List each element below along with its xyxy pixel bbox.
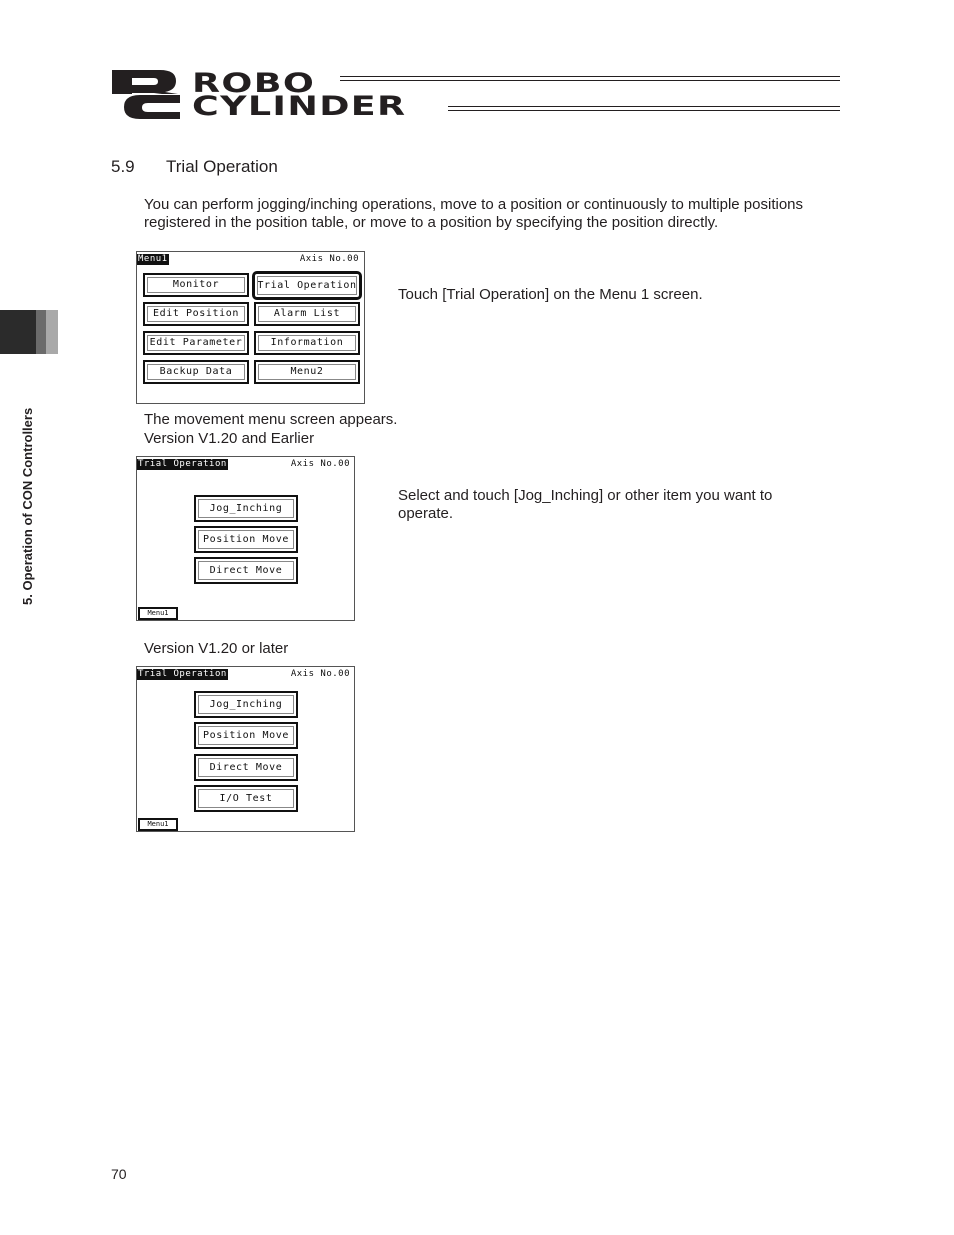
trial-operation-button[interactable]: Trial Operation	[253, 272, 361, 299]
information-button[interactable]: Information	[254, 331, 360, 355]
axis-number-label: Axis No.00	[290, 459, 350, 469]
menu1-back-button[interactable]: Menu1	[138, 607, 178, 620]
io-test-button[interactable]: I/O Test	[194, 785, 298, 812]
version-new-caption: Version V1.20 or later	[144, 640, 289, 657]
version-old-caption: Version V1.20 and Earlier	[144, 430, 315, 447]
menu2-button[interactable]: Menu2	[254, 360, 360, 384]
header-rule-bottom-1	[448, 106, 840, 107]
axis-number-label: Axis No.00	[299, 254, 359, 264]
header-rule-top-2	[340, 80, 840, 81]
jog-inching-button[interactable]: Jog_Inching	[194, 691, 298, 718]
side-tab-block-mid	[36, 310, 46, 354]
alarm-list-button[interactable]: Alarm List	[254, 302, 360, 326]
movement-caption: The movement menu screen appears.	[144, 411, 398, 428]
axis-number-label: Axis No.00	[290, 669, 350, 679]
monitor-button[interactable]: Monitor	[143, 273, 249, 297]
backup-data-button[interactable]: Backup Data	[143, 360, 249, 384]
section-number: 5.9	[111, 157, 135, 176]
trial-operation-screen-new	[136, 666, 355, 832]
menu1-screen	[136, 251, 365, 404]
trial-operation-screen-title: Trial Operation	[138, 669, 227, 679]
intro-line-2: registered in the position table, or move to a position by specifying the position directly.	[144, 214, 719, 231]
trial-instruction-line-1: Select and touch [Jog_Inching] or other item you want to	[398, 487, 773, 504]
robo-cylinder-rc-logo-icon	[110, 68, 186, 120]
position-move-button[interactable]: Position Move	[194, 722, 298, 749]
logo-cylinder-text: CYLINDER	[192, 91, 407, 122]
position-move-button[interactable]: Position Move	[194, 526, 298, 553]
trial-operation-screen-title: Trial Operation	[138, 459, 227, 469]
menu1-screen-title: Menu1	[138, 254, 168, 264]
intro-line-1: You can perform jogging/inching operations, move to a position or continuously to multiple positions	[144, 196, 804, 213]
page-number: 70	[111, 1166, 127, 1182]
jog-inching-button[interactable]: Jog_Inching	[194, 495, 298, 522]
side-tab-block	[0, 310, 36, 354]
direct-move-button[interactable]: Direct Move	[194, 557, 298, 584]
menu1-back-button[interactable]: Menu1	[138, 818, 178, 831]
header-rule-bottom-2	[448, 110, 840, 111]
trial-instruction-line-2: operate.	[398, 505, 454, 522]
edit-position-button[interactable]: Edit Position	[143, 302, 249, 326]
logo-robo-text: ROBO	[192, 68, 316, 99]
edit-parameter-button[interactable]: Edit Parameter	[143, 331, 249, 355]
header-rule-top-1	[340, 76, 840, 77]
side-chapter-label: 5. Operation of CON Controllers	[20, 407, 35, 605]
section-title: Trial Operation	[166, 157, 278, 176]
direct-move-button[interactable]: Direct Move	[194, 754, 298, 781]
menu1-instruction: Touch [Trial Operation] on the Menu 1 screen.	[398, 286, 703, 303]
trial-operation-screen-old	[136, 456, 355, 621]
side-tab-block-light	[46, 310, 58, 354]
